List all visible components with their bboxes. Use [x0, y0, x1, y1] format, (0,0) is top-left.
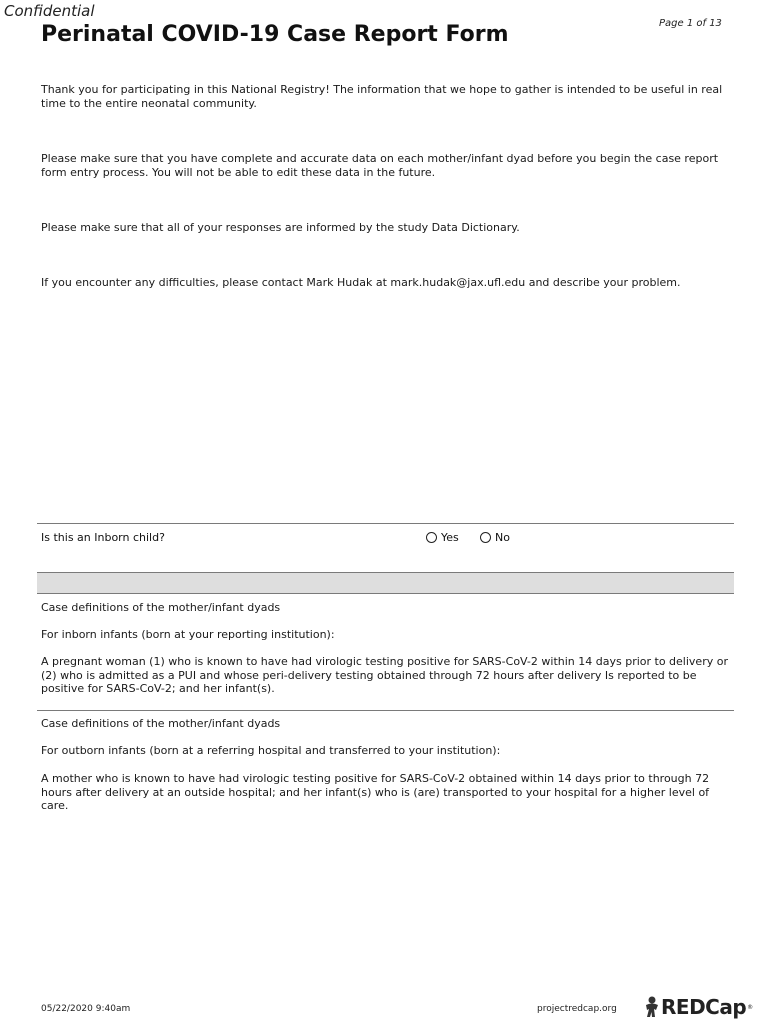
inborn-definition-subheading: For inborn infants (born at your reporting institution):	[41, 628, 335, 641]
confidential-label: Confidential	[4, 2, 95, 20]
inborn-option-yes[interactable]	[426, 531, 459, 544]
footer-site: projectredcap.org	[537, 1004, 617, 1014]
divider	[37, 593, 734, 594]
intro-paragraph-3: Please make sure that all of your responses are informed by the study Data Dictionary.	[41, 221, 520, 234]
inborn-definition-text: A pregnant woman (1) who is known to have had virologic testing positive for SARS-CoV-2 within 14 days prior to delivery or (2) who is admitted as a PUI and whose peri-delivery testing obtained through 72 hours after delivery Is reported to be positive for SARS-CoV-2; and her infant(s).	[41, 655, 728, 695]
option-yes-label: Yes	[441, 531, 459, 544]
redcap-logo-text: REDCap	[661, 995, 747, 1019]
radio-no[interactable]	[480, 532, 491, 543]
redcap-logo-reg: ®	[747, 1003, 754, 1011]
intro-paragraph-2: Please make sure that you have complete and accurate data on each mother/infant dyad before you begin the case report form entry process. You will not be able to edit these data in the future.	[41, 152, 719, 179]
radio-yes[interactable]	[426, 532, 437, 543]
inborn-question-label: Is this an Inborn child?	[41, 531, 165, 544]
inborn-definition-heading: Case definitions of the mother/infant dyads	[41, 601, 281, 614]
form-title: Perinatal COVID-19 Case Report Form	[41, 22, 509, 47]
outborn-definition-text: A mother who is known to have had virologic testing positive for SARS-CoV-2 obtained within 14 days prior to through 72 hours after delivery at an outside hospital; and her infant(s) who is (are) transported to your hospital for a higher level of care.	[41, 772, 710, 812]
intro-paragraph-4: If you encounter any difficulties, please contact Mark Hudak at mark.hudak@jax.ufl.edu and describe your problem.	[41, 276, 681, 289]
redcap-logo	[644, 995, 753, 1019]
footer-date: 05/22/2020 9:40am	[41, 1004, 131, 1014]
option-no-label: No	[495, 531, 510, 544]
outborn-definition-heading: Case definitions of the mother/infant dyads	[41, 717, 281, 730]
divider	[37, 710, 734, 711]
section-header-bar	[37, 573, 734, 593]
redcap-figure-icon	[644, 996, 660, 1018]
inborn-option-no[interactable]	[480, 531, 510, 544]
page-number: Page 1 of 13	[659, 18, 722, 29]
divider	[37, 523, 734, 524]
outborn-definition-subheading: For outborn infants (born at a referring hospital and transferred to your institution):	[41, 744, 501, 757]
intro-paragraph-1: Thank you for participating in this National Registry! The information that we hope to gather is intended to be useful in real time to the entire neonatal community.	[41, 83, 723, 110]
